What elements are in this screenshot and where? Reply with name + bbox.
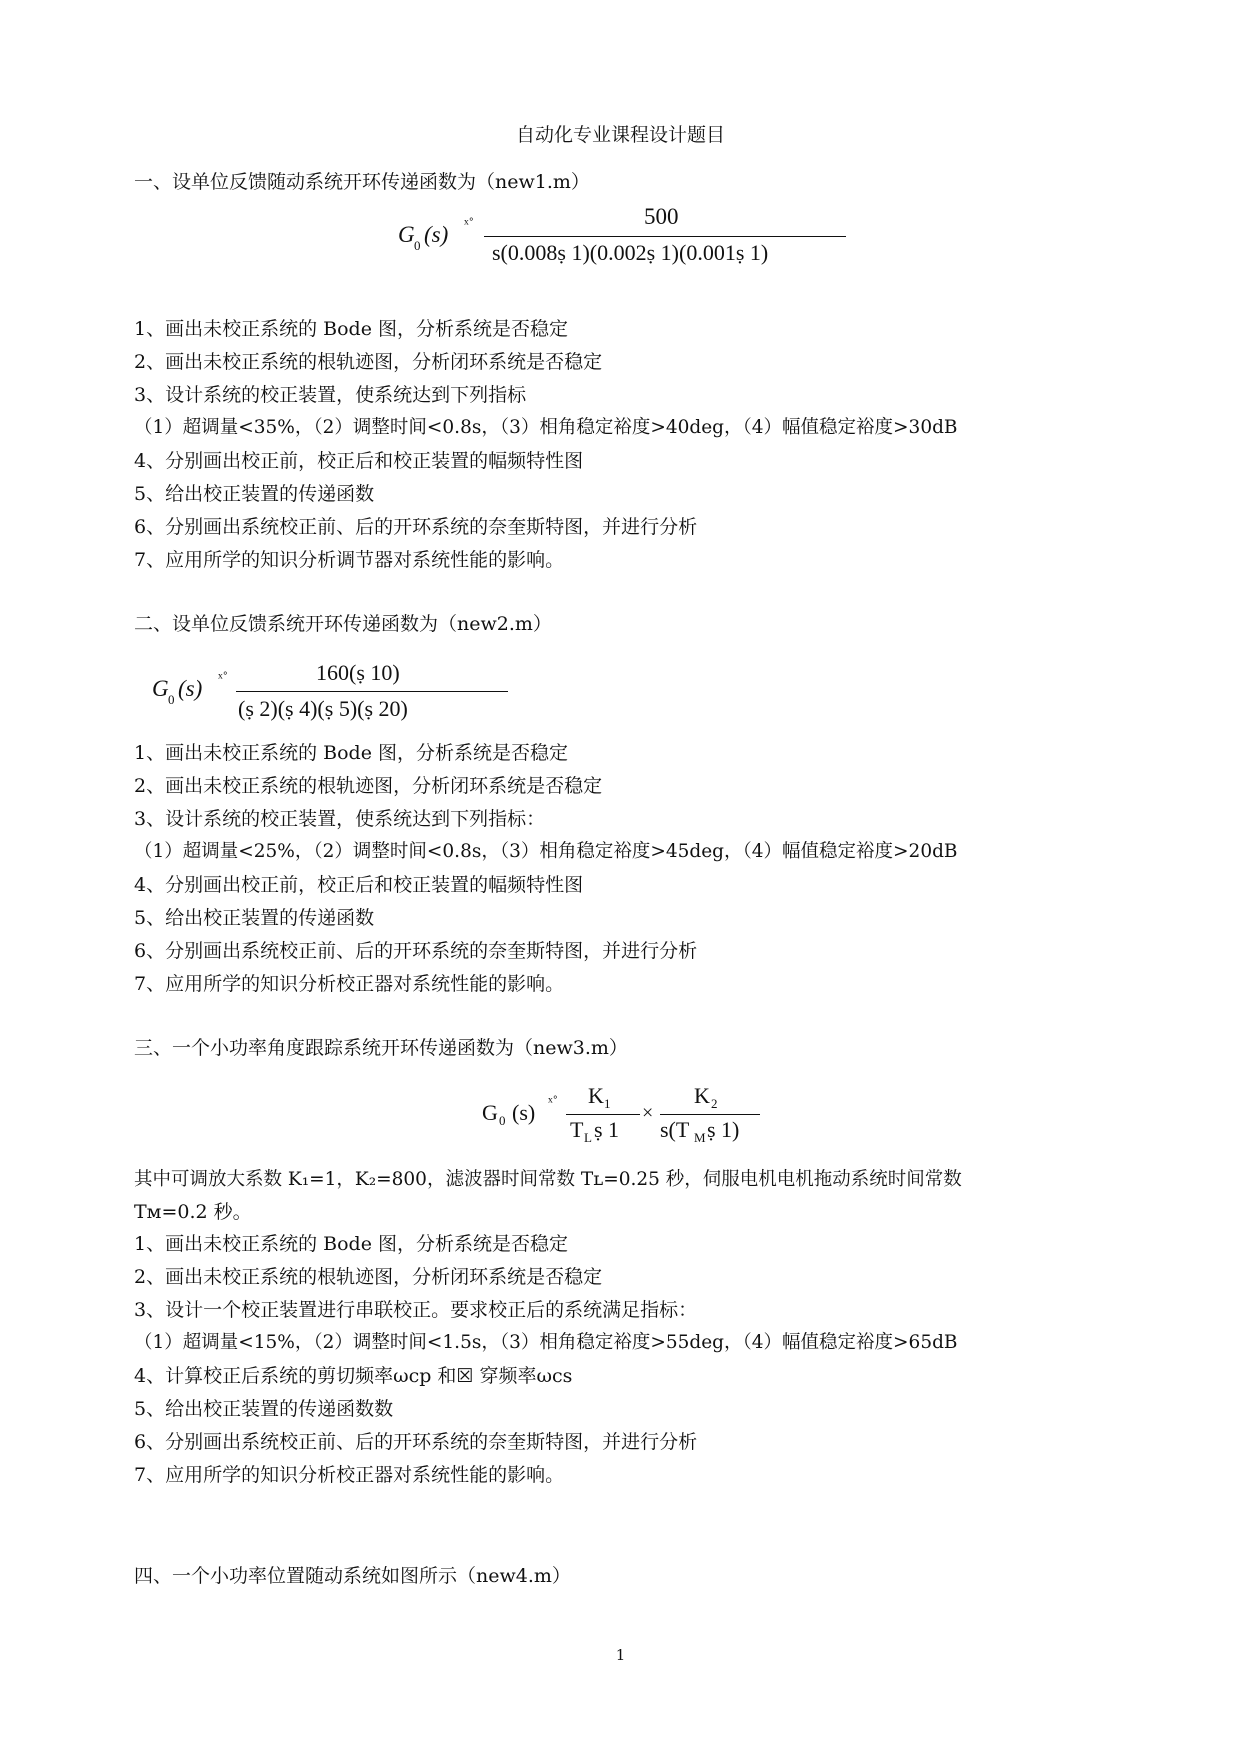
eq3-frac1-den-t: T [570, 1117, 584, 1142]
eq2-lhs-g: G [152, 676, 169, 701]
s1-item-3: 3、设计系统的校正装置，使系统达到下列指标 [134, 384, 527, 406]
eq3-lhs-args: (s) [512, 1100, 536, 1125]
s2-item-1: 1、画出未校正系统的 Bode 图，分析系统是否稳定 [134, 742, 568, 764]
s3-param-line-2: Tᴍ=0.2 秒。 [134, 1201, 252, 1223]
s2-item-6: 5、给出校正装置的传递函数 [134, 907, 375, 929]
eq2-equals-symbol: ˣ˚ [218, 670, 228, 687]
s2-item-8: 7、应用所学的知识分析校正器对系统性能的影响。 [134, 973, 565, 995]
eq1-lhs-g: G [398, 222, 415, 247]
s2-item-4: （1）超调量<25%，（2）调整时间<0.8s，（3）相角稳定裕度>45deg，（4）幅值稳定裕度>20dB [134, 841, 958, 862]
eq3-frac2-den-a: s(T [660, 1117, 690, 1142]
eq1-fraction-bar [484, 236, 846, 237]
eq3-frac2-num-k: K [694, 1083, 710, 1108]
eq3-lhs-sub: 0 [499, 1113, 506, 1128]
s3-item-2: 2、画出未校正系统的根轨迹图，分析闭环系统是否稳定 [134, 1266, 603, 1288]
s1-item-8: 7、应用所学的知识分析调节器对系统性能的影响。 [134, 549, 565, 571]
s1-item-4: （1）超调量<35%，（2）调整时间<0.8s，（3）相角稳定裕度>40deg，（4）幅值稳定裕度>30dB [134, 417, 958, 438]
s2-item-2: 2、画出未校正系统的根轨迹图，分析闭环系统是否稳定 [134, 775, 603, 797]
s1-item-2: 2、画出未校正系统的根轨迹图，分析闭环系统是否稳定 [134, 351, 603, 373]
s3-item-4: （1）超调量<15%，（2）调整时间<1.5s，（3）相角稳定裕度>55deg，（4）幅值稳定裕度>65dB [134, 1332, 958, 1353]
eq1-lhs-args: (s) [424, 222, 449, 247]
eq3-frac1-den-rest: ṣ 1 [594, 1117, 620, 1142]
eq3-lhs-g: G [482, 1100, 498, 1125]
s3-item-5: 4、计算校正后系统的剪切频率ωcp 和☒ 穿频率ωcs [134, 1365, 573, 1387]
eq3-frac1-bar [566, 1114, 640, 1115]
eq3-frac2-num-sub: 2 [711, 1096, 718, 1111]
eq3-frac1-den-sub: L [584, 1130, 592, 1145]
eq3-frac2-bar [660, 1114, 760, 1115]
section-3-heading: 三、一个小功率角度跟踪系统开环传递函数为（new3.m） [134, 1037, 628, 1059]
page-title: 自动化专业课程设计题目 [515, 124, 725, 146]
s2-item-5: 4、分别画出校正前，校正后和校正装置的幅频特性图 [134, 874, 584, 896]
s2-item-3: 3、设计系统的校正装置，使系统达到下列指标： [134, 808, 546, 830]
eq3-frac2-den-b: ṣ 1) [707, 1117, 740, 1142]
eq2-denominator: (ṣ 2)(ṣ 4)(ṣ 5)(ṣ 20) [238, 696, 408, 721]
s1-item-7: 6、分别画出系统校正前、后的开环系统的奈奎斯特图，并进行分析 [134, 516, 698, 538]
eq1-denominator: s(0.008ṣ 1)(0.002ṣ 1)(0.001ṣ 1) [492, 240, 769, 265]
s3-item-8: 7、应用所学的知识分析校正器对系统性能的影响。 [134, 1464, 565, 1486]
page-number: 1 [615, 1646, 626, 1664]
eq3-frac1-num-k: K [588, 1083, 604, 1108]
eq3-times: × [642, 1102, 654, 1124]
s1-item-5: 4、分别画出校正前，校正后和校正装置的幅频特性图 [134, 450, 584, 472]
s3-item-6: 5、给出校正装置的传递函数数 [134, 1398, 394, 1420]
eq1-numerator: 500 [644, 204, 679, 229]
section-2-heading: 二、设单位反馈系统开环传递函数为（new2.m） [134, 613, 552, 635]
s1-item-6: 5、给出校正装置的传递函数 [134, 483, 375, 505]
s3-item-7: 6、分别画出系统校正前、后的开环系统的奈奎斯特图，并进行分析 [134, 1431, 698, 1453]
s3-item-3: 3、设计一个校正装置进行串联校正。要求校正后的系统满足指标： [134, 1299, 698, 1321]
eq2-fraction-bar [236, 691, 508, 692]
section-1-heading: 一、设单位反馈随动系统开环传递函数为（new1.m） [134, 171, 590, 193]
s1-item-1: 1、画出未校正系统的 Bode 图，分析系统是否稳定 [134, 318, 568, 340]
eq1-lhs-sub: 0 [414, 238, 421, 253]
section-4-heading: 四、一个小功率位置随动系统如图所示（new4.m） [134, 1565, 571, 1587]
eq1-equals-symbol: ˣ˚ [464, 216, 474, 233]
eq2-numerator: 160(ṣ 10) [316, 660, 400, 685]
eq2-lhs-args: (s) [178, 676, 203, 701]
s2-item-7: 6、分别画出系统校正前、后的开环系统的奈奎斯特图，并进行分析 [134, 940, 698, 962]
eq3-frac1-num-sub: 1 [604, 1096, 611, 1111]
s3-item-1: 1、画出未校正系统的 Bode 图，分析系统是否稳定 [134, 1233, 568, 1255]
eq3-frac2-den-sub: M [694, 1130, 706, 1145]
s3-param-line-1: 其中可调放大系数 K₁=1，K₂=800，滤波器时间常数 Tʟ=0.25 秒，伺服电机电机拖动系统时间常数 [134, 1169, 962, 1190]
eq3-equals-symbol: ˣ˚ [548, 1094, 558, 1111]
eq2-lhs-sub: 0 [168, 692, 175, 707]
